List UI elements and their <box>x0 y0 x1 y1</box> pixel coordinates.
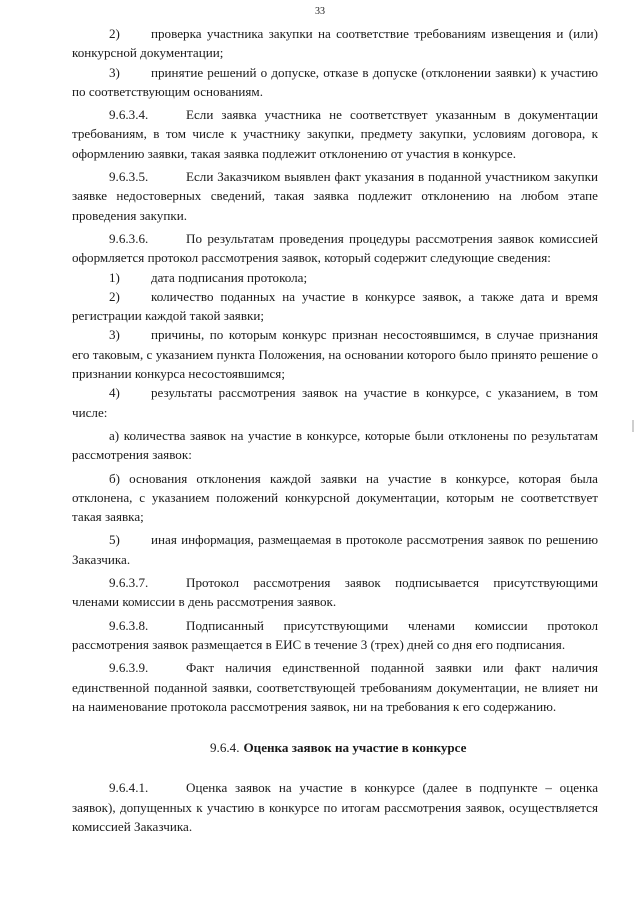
clause-9-6-3-8 <box>72 616 598 655</box>
clause-text: Протокол рассмотрения заявок подписывается присутствующими членами комиссии в день рассмотрения заявок. <box>72 575 598 610</box>
clause-9-6-3-4 <box>72 105 598 163</box>
list-item-2 <box>72 24 598 63</box>
item-number: 1) <box>109 269 120 285</box>
item-text: количество поданных на участие в конкурсе заявок, а также дата и время регистрации каждой такой заявки; <box>72 288 598 324</box>
clause-text: Оценка заявок на участие в конкурсе (далее в подпункте – оценка заявок), допущенных к участию в конкурсе по итогам рассмотрения заявок, осуществляется комиссией Заказчика. <box>72 780 598 834</box>
sub-item-b <box>72 469 598 527</box>
scan-artifact <box>632 420 634 432</box>
clause-number: 9.6.3.4. <box>109 107 149 123</box>
clause-9-6-4-1 <box>72 778 598 836</box>
item-text: результаты рассмотрения заявок на участие в конкурсе, с указанием, в том числе: <box>72 385 598 420</box>
clause-text: Подписанный присутствующими членами комиссии протокол рассмотрения заявок размещается в ЕИС в течение 3 (трех) дней со дня его подписания. <box>72 617 598 652</box>
list-item-4 <box>72 383 598 422</box>
clause-text: Если заявка участника не соответствует указанным в документации требованиям, в том числе к участнику закупки, предмету закупки, условиям договора, к оформлению заявки, такая заявка подлежит отклонению от участия в конкурсе. <box>72 107 598 161</box>
page-number: 33 <box>315 6 325 17</box>
list-item-2 <box>72 287 598 326</box>
clause-text: По результатам проведения процедуры рассмотрения заявок комиссией оформляется протокол рассмотрения заявок, который содержит следующие сведения: <box>72 230 598 266</box>
sub-item-text: а) количества заявок на участие в конкурсе, которые были отклонены по результатам рассмотрения заявок: <box>72 427 598 463</box>
sub-item-text: б) основания отклонения каждой заявки на участие в конкурсе, которая была отклонена, с указанием положений конкурсной документации, которым не соответствует такая заявка; <box>72 470 598 525</box>
item-text: проверка участника закупки на соответствие требованиям извещения и (или) конкурсной документации; <box>72 26 598 61</box>
item-number: 4) <box>109 385 120 401</box>
clause-number: 9.6.3.8. <box>109 617 149 633</box>
list-item-5 <box>72 530 598 569</box>
item-text: дата подписания протокола; <box>151 269 308 285</box>
clause-number: 9.6.3.9. <box>109 660 149 676</box>
item-number: 5) <box>109 532 120 548</box>
list-item-1 <box>72 268 598 287</box>
clause-number: 9.6.3.7. <box>109 575 149 591</box>
item-number: 3) <box>109 327 120 343</box>
section-title: Оценка заявок на участие в конкурсе <box>243 740 467 756</box>
clause-number: 9.6.3.5. <box>109 169 149 185</box>
sub-item-a <box>72 426 598 465</box>
item-number: 2) <box>109 26 120 41</box>
clause-number: 9.6.3.6. <box>109 230 149 246</box>
item-text: иная информация, размещаемая в протоколе рассмотрения заявок по решению Заказчика. <box>72 532 598 567</box>
document-body <box>72 24 598 836</box>
clause-9-6-3-7 <box>72 573 598 612</box>
clause-9-6-3-9 <box>72 658 598 716</box>
section-heading <box>72 738 598 757</box>
item-text: принятие решений о допуске, отказе в допуске (отклонении заявки) к участию по соответствующим основаниям. <box>72 64 598 99</box>
section-number: 9.6.4. <box>210 740 240 756</box>
list-item-3 <box>72 63 598 102</box>
item-text: причины, по которым конкурс признан несостоявшимся, в случае признания его таковым, с указанием пункта Положения, на основании которого было принято решение о признании конкурса несостоявшимся; <box>72 327 598 382</box>
clause-9-6-3-6 <box>72 229 598 268</box>
item-number: 2) <box>109 288 120 304</box>
item-number: 3) <box>109 64 120 80</box>
clause-text: Факт наличия единственной поданной заявки или факт наличия единственной поданной заявки, соответствующей требованиям документации, не влияет ни на наименование протокола рассмотрения заявок, ни на требования к его содержанию. <box>72 660 598 714</box>
clause-9-6-3-5 <box>72 167 598 225</box>
clause-number: 9.6.4.1. <box>109 780 149 796</box>
clause-text: Если Заказчиком выявлен факт указания в поданной участником закупки заявке недостоверных сведений, такая заявка подлежит отклонению на любом этапе проведения закупки. <box>72 169 598 223</box>
list-item-3 <box>72 325 598 383</box>
